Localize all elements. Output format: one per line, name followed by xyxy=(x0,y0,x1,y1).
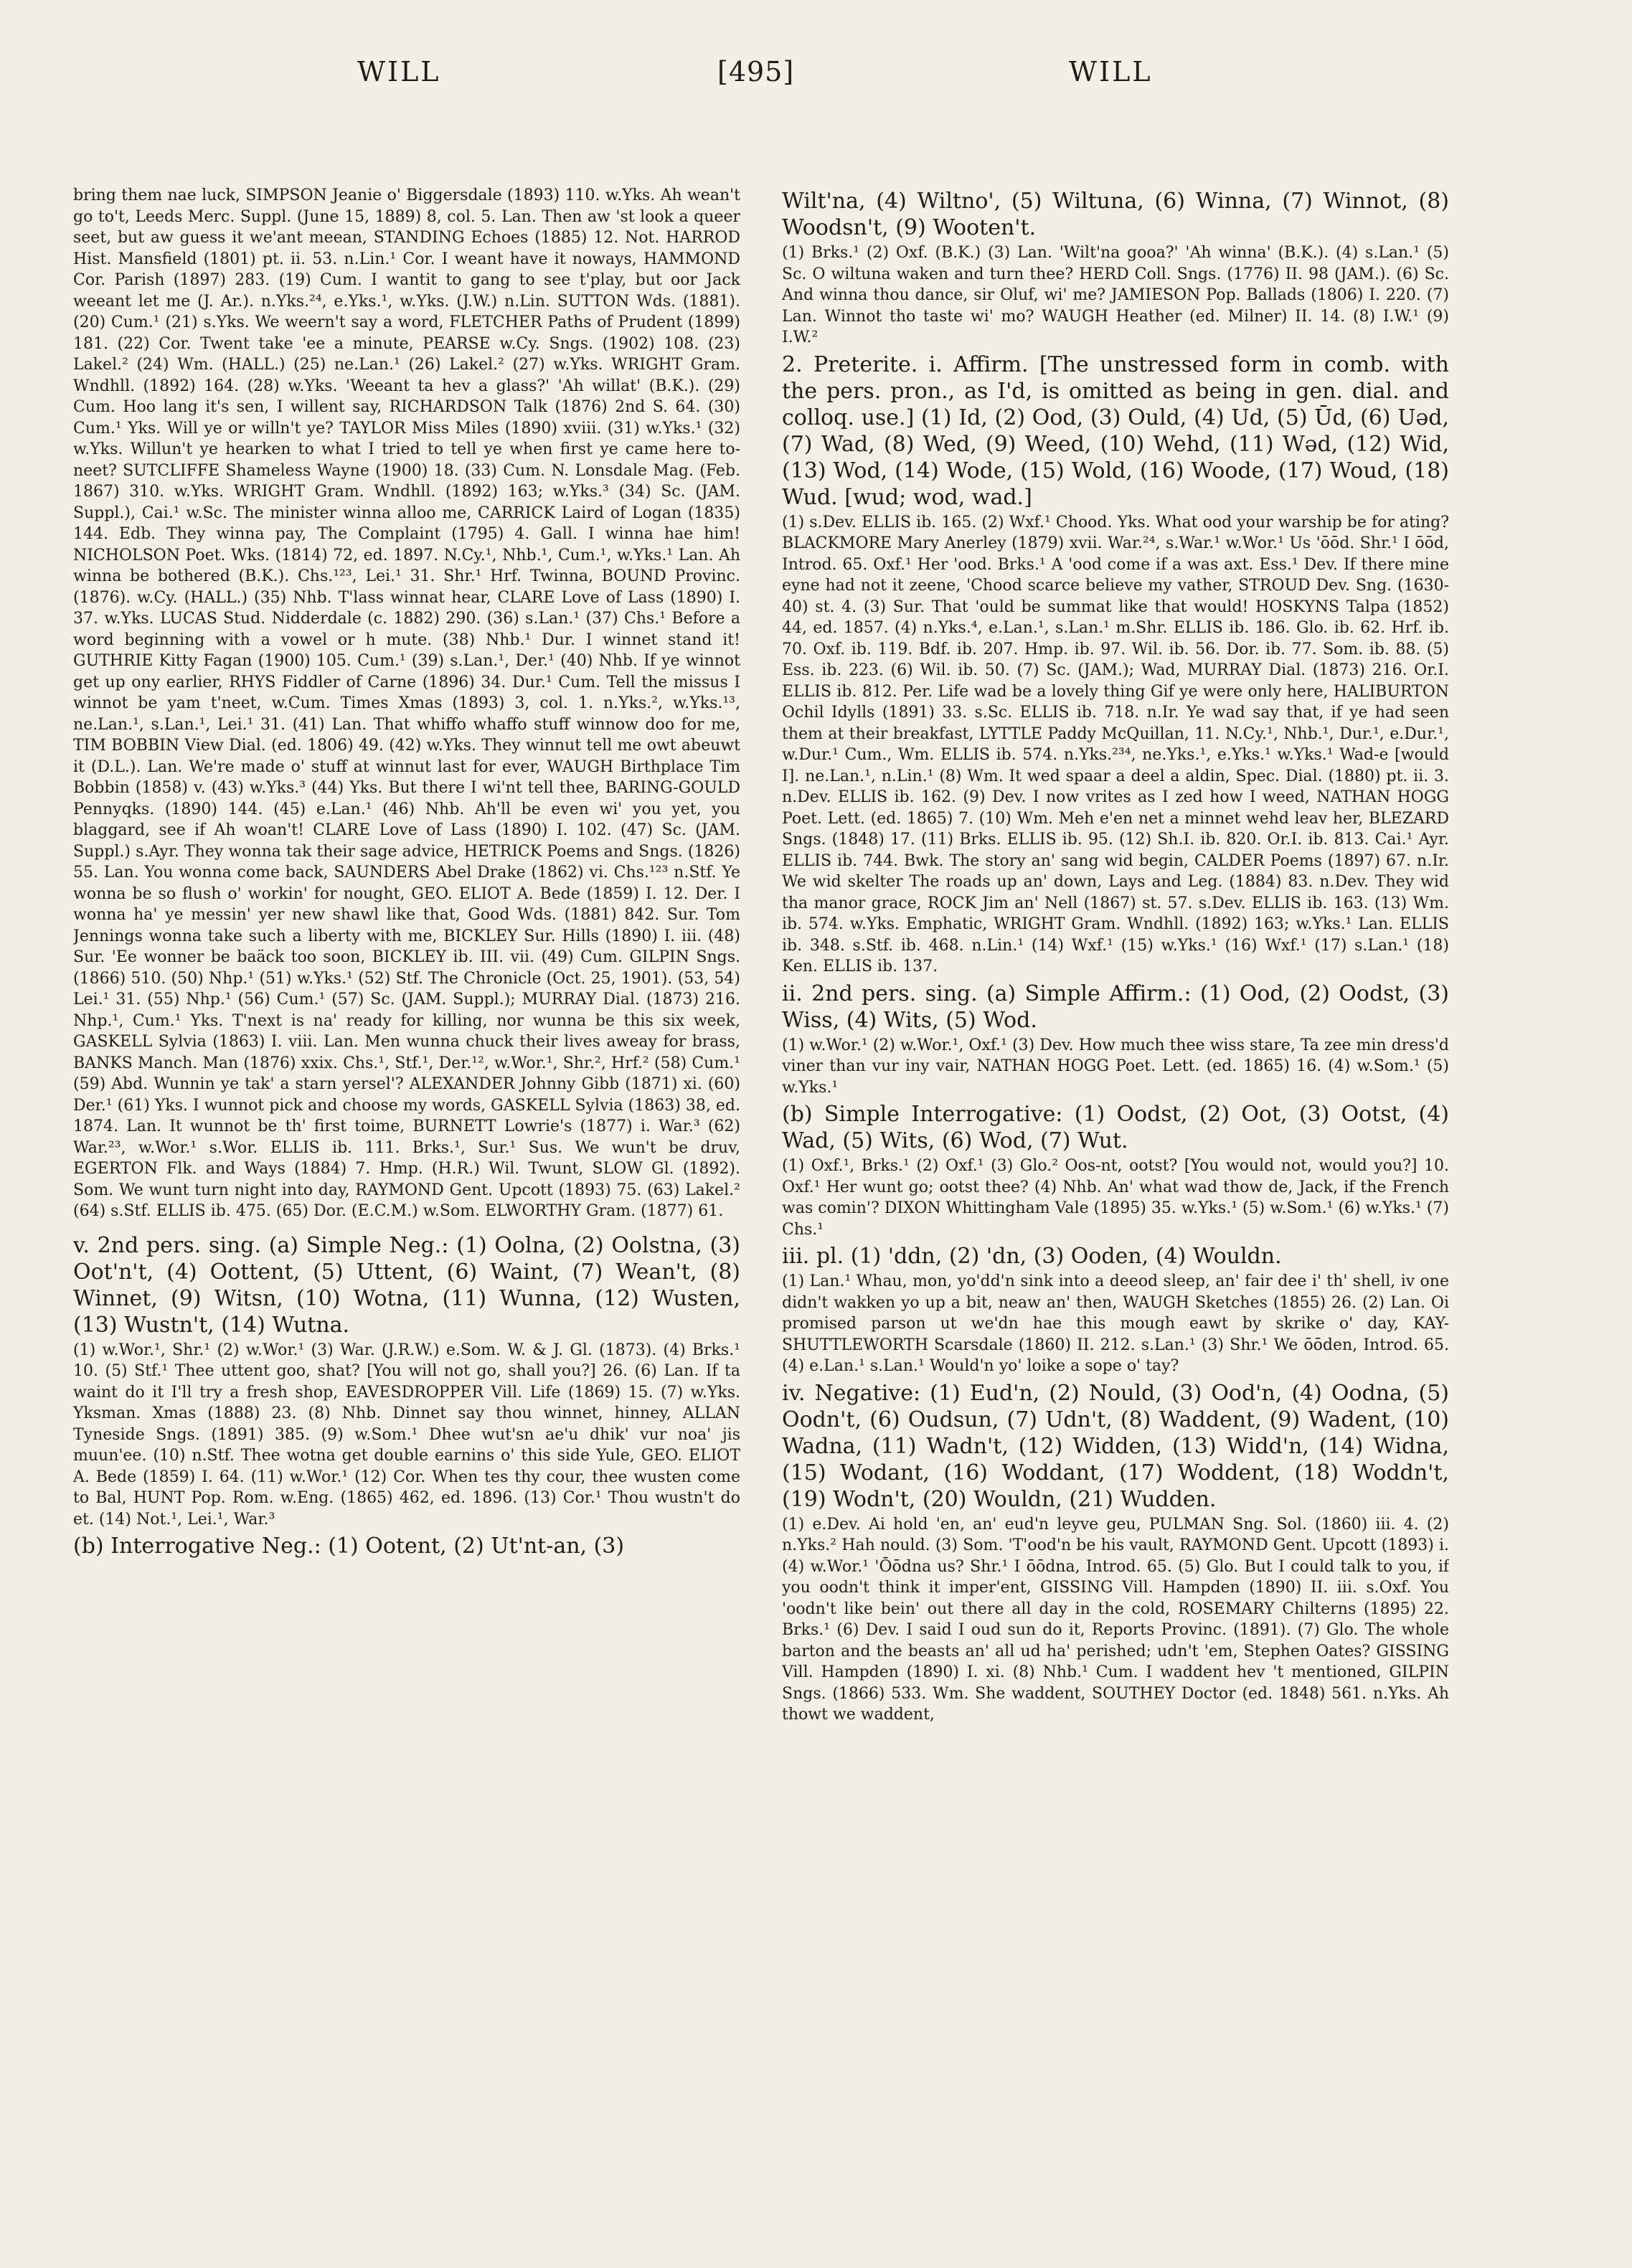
section-heading xyxy=(782,1101,1449,1154)
section-heading xyxy=(73,1232,740,1338)
section-forms: (1) Ootent, (2) Ut'nt-an, (3) xyxy=(328,1534,625,1559)
paragraph: (1) Oxf.¹, Brks.¹ (2) Oxf.¹ (3) Glo.² Oos-nt, ootst? [You would not, would you?] 10. Oxf.¹ Her wunt go; ootst thee? (4) Nhb. An' what wad thow de, Jack, if the French was comin'? DIXON Whittingham Vale (1895) 35. w.Yks.¹ (5) w.Som.¹ (6) w.Yks.¹ (7) Chs.¹ xyxy=(782,1157,1449,1239)
section-heading xyxy=(73,1533,740,1559)
paragraph: (1) e.Dev. Ai hold 'en, an' eud'n leyve geu, PULMAN Sng. Sol. (1860) iii. 4. (2) n.Yks.² Hah nould. (3) Som. 'T'ood'n be his vault, RAYMOND Gent. Upcott (1893) i. (4) w.Wor.¹ 'Ōōdna us? Shr.¹ I ōōdna, Introd. 65. (5) Glo. But I could talk to you, if you oodn't think it imper'ent, GISSING Vill. Hampden (1890) II. iii. s.Oxf. You 'oodn't like bein' out there all day in the cold, ROSEMARY Chilterns (1895) 22. Brks.¹ (6) Dev. I said I oud sun do it, Reports Provinc. (1891). (7) Glo. The whole barton and the beasts an' all ud ha' perished; udn't 'em, Stephen Oates? GISSING Vill. Hampden (1890) I. xi. (8) Nhb.¹ Cum. I waddent hev 't mentioned, GILPIN Sngs. (1866) 533. Wm. She waddent, SOUTHEY Doctor (ed. 1848) 561. n.Yks. Ah thowt we waddent, xyxy=(782,1515,1449,1724)
section-heading xyxy=(782,188,1449,241)
section-heading xyxy=(782,351,1449,511)
section-heading xyxy=(782,1380,1449,1513)
page-number: [495] xyxy=(717,56,795,88)
section-label: iv. Negative: xyxy=(782,1380,921,1406)
section-forms: (1) Oodst, (2) Oot, (3) Ootst, (4) Wad, (5) Wits, (6) Wod, (7) Wut. xyxy=(782,1102,1449,1153)
section-label: ii. 2nd pers. sing. (a) Simple Affirm.: xyxy=(782,981,1192,1006)
section-label: v. 2nd pers. sing. (a) Simple Neg.: xyxy=(73,1232,449,1258)
section-heading xyxy=(782,981,1449,1034)
section-label: (b) Simple Interrogative: xyxy=(782,1102,1063,1127)
page-header xyxy=(0,56,1632,99)
section-forms: (1) 'ddn, (2) 'dn, (3) Ooden, (4) Wouldn. xyxy=(850,1244,1282,1269)
paragraph: (1) Lan.¹ Whau, mon, yo'dd'n sink into a deeod sleep, an' fair dee i' th' shell, iv one didn't wakken yo up a bit, neaw an' then, WAUGH Sketches (1855) 26. (2) Lan. Oi promised parson ut we'dn hae this mough eawt by skrike o' day, KAY-SHUTTLEWORTH Scarsdale (1860) II. 212. s.Lan.¹ (3) Shr.¹ We ōōden, Introd. 65. (4) e.Lan.¹ s.Lan.¹ Would'n yo' loike a sope o' tay? xyxy=(782,1272,1449,1375)
header-right-headword: WILL xyxy=(1069,56,1153,88)
paragraph: (1) w.Wor.¹ (2) w.Wor.¹, Oxf.¹ (3) Dev. How much thee wiss stare, Ta zee min dress'd viner than vur iny vair, NATHAN HOGG Poet. Lett. (ed. 1865) 16. (4) w.Som.¹ (5) w.Yks.¹ xyxy=(782,1036,1449,1097)
section-forms: (1) Eud'n, (2) Nould, (3) Ood'n, (4) Oodna, (5) Oodn't, (6) Oudsun, (7) Udn't, (8) Waddent, (9) Wadent, (10) Wadna, (11) Wadn't, (12) Widden, (13) Widd'n, (14) Widna, (15) Wodant, (16) Woddant, (17) Woddent, (18) Woddn't, (19) Wodn't, (20) Wouldn, (21) Wudden. xyxy=(782,1380,1449,1512)
section-forms: [The unstressed form in comb. with the pers. pron., as I'd, is omitted as being in gen. dial. and colloq. use.] (1) Id, (2) Ood, (3) Ould, (4) Ud, (5) Ūd, (6) Uəd, (7) Wad, (8) Wed, (9) Weed, (10) Wehd, (11) Wəd, (12) Wid, (13) Wod, (14) Wode, (15) Wold, (16) Woode, (17) Woud, (18) Wud. [wud; wod, wad.] xyxy=(782,351,1449,510)
paragraph: (1) Brks.¹ (2) Oxf. (B.K.) (3) Lan. 'Wilt'na gooa?' 'Ah winna' (B.K.). (4) s.Lan.¹ (5) Sc. O wiltuna waken and turn thee? HERD Coll. Sngs. (1776) II. 98 (JAM.). (6) Sc. And winna thou dance, sir Oluf, wi' me? JAMIESON Pop. Ballads (1806) I. 220. (7) Lan. Winnot tho taste wi' mo? WAUGH Heather (ed. Milner) II. 14. (8) I.W.¹ (9) I.W.² xyxy=(782,244,1449,346)
section-label: iii. pl. xyxy=(782,1244,844,1269)
paragraph: (1) s.Dev. ELLIS ib. 165. (2) Wxf.¹ Chood. Yks. What ood your warship be for ating? BLACKMORE Mary Anerley (1879) xvii. War.²⁴, s.War.¹ w.Wor.¹ Us 'ōōd. Shr.¹ I ōōd, Introd. 65. Oxf.¹ Her 'ood. Brks.¹ A 'ood come if a was axt. Ess.¹ Dev. If there mine eyne had not it zeene, 'Chood scarce believe my vather, STROUD Dev. Sng. (1630-40) st. 4. (3) Sur. That 'ould be summat like that would! HOSKYNS Talpa (1852) 44, ed. 1857. (4) n.Yks.⁴, e.Lan.¹, s.Lan.¹ m.Shr. ELLIS ib. 186. Glo. ib. 62. Hrf. ib. 70. Oxf. ib. 119. Bdf. ib. 207. Hmp. ib. 97. Wil. ib. 56. Dor. ib. 77. Som. ib. 88. (5) Ess. ib. 223. (6) Wil. ib. 50. (7) Sc. (JAM.); Wad, MURRAY Dial. (1873) 216. Or.I. ELLIS ib. 812. Per. Life wad be a lovely thing Gif ye were only here, HALIBURTON Ochil Idylls (1891) 33. s.Sc. ELLIS ib. 718. n.Ir. Ye wad say that, if ye had seen them at their breakfast, LYTTLE Paddy McQuillan, 11. N.Cy.¹, Nhb.¹, Dur.¹, e.Dur.¹, w.Dur.¹ Cum., Wm. ELLIS ib. 574. n.Yks.²³⁴, ne.Yks.¹, e.Yks.¹ w.Yks.¹ Wad-e [would I]. ne.Lan.¹, n.Lin.¹ (8) Wm. It wed spaar a deel a aldin, Spec. Dial. (1880) pt. ii. 3. n.Dev. ELLIS ib. 162. (9) Dev. I now vrites as I zed how I weed, NATHAN HOGG Poet. Lett. (ed. 1865) 7. (10) Wm. Meh e'en net a minnet wehd leav her, BLEZARD Sngs. (1848) 17. (11) Brks. ELLIS ib. 95. (12) Sh.I. ib. 820. Or.I. ib. 813. Cai.¹ Ayr. ELLIS ib. 744. Bwk. The story an' sang wid begin, CALDER Poems (1897) 67. n.Ir. We wid skelter The roads up an' down, Lays and Leg. (1884) 83. n.Dev. They wid tha manor grace, ROCK Jim an' Nell (1867) st. 57. s.Dev. ELLIS ib. 163. (13) Wm. ib. 574. w.Yks. Emphatic, WRIGHT Gram. Wndhll. (1892) 163; w.Yks.¹ Lan. ELLIS ib. 348. s.Stf. ib. 468. n.Lin.¹ (14) Wxf.¹ (15) w.Yks.¹ (16) Wxf.¹ (17) s.Lan.¹ (18) Ken. ELLIS ib. 137. xyxy=(782,513,1449,975)
left-column xyxy=(73,185,740,2236)
section-label: (b) Interrogative Neg.: xyxy=(73,1534,321,1559)
section-forms: (1) Oolna, (2) Oolstna, (3) Oot'n't, (4) Oottent, (5) Uttent, (6) Waint, (7) Wean't, (8) Winnet, (9) Witsn, (10) Wotna, (11) Wunna, (12) Wusten, (13) Wustn't, (14) Wutna. xyxy=(73,1232,740,1338)
header-left-headword: WILL xyxy=(357,56,441,88)
section-forms: (1) Ood, (2) Oodst, (3) Wiss, (4) Wits, (5) Wod. xyxy=(782,981,1449,1033)
section-label: 2. Preterite. i. Affirm. xyxy=(782,351,1029,377)
right-column xyxy=(782,185,1449,2236)
paragraph: bring them nae luck, SIMPSON Jeanie o' Biggersdale (1893) 110. w.Yks. Ah wean't go to't, Leeds Merc. Suppl. (June 15, 1889) 8, col. 5. Lan. Then aw 'st look a queer seet, but aw guess it we'ant meean, STANDING Echoes (1885) 12. Not. HARROD Hist. Mansfield (1801) pt. ii. 53. n.Lin.¹ Cor. I weant have it noways, HAMMOND Cor. Parish (1897) 283. (19) Cum. I wantit to gang to see t'play, but oor Jack weeant let me (J. Ar.). n.Yks.²⁴, e.Yks.¹, w.Yks. (J.W.) n.Lin. SUTTON Wds. (1881). (20) Cum.¹ (21) s.Yks. We weern't say a word, FLETCHER Paths of Prudent (1899) 181. (22) Cor. Twent take 'ee a minute, PEARSE w.Cy. Sngs. (1902) 108. (23) Lakel.² (24) Wm. (HALL.) (25) ne.Lan.¹ (26) Lakel.² (27) w.Yks. WRIGHT Gram. Wndhll. (1892) 164. (28) w.Yks. 'Weeant ta hev a glass?' 'Ah willat' (B.K.). (29) Cum. Hoo lang it's sen, I willent say, RICHARDSON Talk (1876) 2nd S. 64. (30) Cum.¹ Yks. Will ye or willn't ye? TAYLOR Miss Miles (1890) xviii. (31) w.Yks.¹ (32) w.Yks. Willun't ye hearken to what I tried to tell ye when first ye came here to-neet? SUTCLIFFE Shameless Wayne (1900) 18. (33) Cum. N. Lonsdale Mag. (Feb. 1867) 310. w.Yks. WRIGHT Gram. Wndhll. (1892) 163; w.Yks.³ (34) Sc. (JAM. Suppl.), Cai.¹ w.Sc. The minister winna alloo me, CARRICK Laird of Logan (1835) 144. Edb. They winna pay, The Complaint (1795) 4. Gall. I winna hae him! NICHOLSON Poet. Wks. (1814) 72, ed. 1897. N.Cy.¹, Nhb.¹, Cum.¹, w.Yks.¹ Lan. Ah winna be bothered (B.K.). Chs.¹²³, Lei.¹ 31. Shr.¹ Hrf. Twinna, BOUND Provinc. (1876). w.Cy. (HALL.) (35) Nhb. T'lass winnat hear, CLARE Love of Lass (1890) I. 37. w.Yks. LUCAS Stud. Nidderdale (c. 1882) 290. (36) s.Lan.¹ (37) Chs.¹ Before a word beginning with a vowel or h mute. (38) Nhb.¹ Dur. I winnet stand it! GUTHRIE Kitty Fagan (1900) 105. Cum.¹ (39) s.Lan.¹, Der.¹ (40) Nhb. If ye winnot get up ony earlier, RHYS Fiddler of Carne (1896) 34. Dur.¹ Cum. Tell the missus I winnot be yam t'neet, w.Cum. Times Xmas (1893) 3, col. 1. n.Yks.², w.Yks.¹³, ne.Lan.¹, s.Lan.¹, Lei.¹ 31. (41) Lan. That whiffo whaffo stuff winnow doo for me, TIM BOBBIN View Dial. (ed. 1806) 49. (42) w.Yks. They winnut tell me owt abeuwt it (D.L.). Lan. We're made o' stuff at winnut last for ever, WAUGH Birthplace Tim Bobbin (1858) v. (43) w.Yks.³ (44) Yks. But there I wi'nt tell thee, BARING-GOULD Pennyqks. (1890) 144. (45) e.Lan.¹ (46) Nhb. Ah'll be even wi' you yet, you blaggard, see if Ah woan't! CLARE Love of Lass (1890) I. 102. (47) Sc. (JAM. Suppl.) s.Ayr. They wonna tak their sage advice, HETRICK Poems and Sngs. (1826) 55. Lan. You wonna come back, SAUNDERS Abel Drake (1862) vi. Chs.¹²³ n.Stf. Ye wonna be so flush o' workin' for nought, GEO. ELIOT A. Bede (1859) I. 12. Der. I wonna ha' ye messin' yer new shawl like that, Good Wds. (1881) 842. Sur. Tom Jennings wonna take such a liberty with me, BICKLEY Sur. Hills (1890) I. iii. (48) Sur. 'Ee wonner be baäck too soon, BICKLEY ib. III. vii. (49) Cum. GILPIN Sngs. (1866) 510. (50) Nhp.¹ (51) w.Yks.¹ (52) Stf. The Chronicle (Oct. 25, 1901). (53, 54) Lei.¹ 31. (55) Nhp.¹ (56) Cum.¹ (57) Sc. (JAM. Suppl.); MURRAY Dial. (1873) 216. Nhp.¹, Cum.¹ Yks. T'next is na' ready for killing, nor wunna be this six week, GASKELL Sylvia (1863) I. viii. Lan. Men wunna chuck their lives aweay for brass, BANKS Manch. Man (1876) xxix. Chs.¹, Stf.¹, Der.¹², w.Wor.¹, Shr.², Hrf.² (58) Cum.¹ (59) Abd. Wunnin ye tak' a starn yersel'? ALEXANDER Johnny Gibb (1871) xi. (60) Der.¹ (61) Yks. I wunnot pick and choose my words, GASKELL Sylvia (1863) 38, ed. 1874. Lan. It wunnot be th' first toime, BURNETT Lowrie's (1877) i. War.³ (62) War.²³, w.Wor.¹ s.Wor. ELLIS ib. 111. Brks.¹, Sur.¹ Sus. We wun't be druv, EGERTON Flk. and Ways (1884) 7. Hmp. (H.R.) Wil. Twunt, SLOW Gl. (1892). Som. We wunt turn night into day, RAYMOND Gent. Upcott (1893) 75. (63) Lakel.² (64) s.Stf. ELLIS ib. 475. (65) Dor. (E.C.M.) w.Som. ELWORTHY Gram. (1877) 61. xyxy=(73,186,740,1220)
paragraph: (1) w.Wor.¹, Shr.¹ (2) w.Wor.¹ (3) War. (J.R.W.) e.Som. W. & J. Gl. (1873). (4) Brks.¹ 10. (5) Stf.¹ Thee uttent goo, shat? [You will not go, shall you?] 26. (6) Lan. If ta waint do it I'll try a fresh shop, EAVESDROPPER Vill. Life (1869) 15. (7) w.Yks. Yksman. Xmas (1888) 23. (8) Nhb. Dinnet say thou winnet, hinney, ALLAN Tyneside Sngs. (1891) 385. (9) w.Som.¹ Dhee wut'sn ae'u dhik' vur noa' jis muun'ee. (10) n.Stf. Thee wotna get double earnins o' this side Yule, GEO. ELIOT A. Bede (1859) I. 64. (11) w.Wor.¹ (12) Cor. When tes thy cour, thee wusten come to Bal, HUNT Pop. Rom. w.Eng. (1865) 462, ed. 1896. (13) Cor.¹ Thou wustn't do et. (14) Not.¹, Lei.¹, War.³ xyxy=(73,1341,740,1528)
section-heading xyxy=(782,1243,1449,1270)
section-forms: Wilt'na, (4) Wiltno', (5) Wiltuna, (6) Winna, (7) Winnot, (8) Woodsn't, (9) Wooten't. xyxy=(782,189,1449,240)
